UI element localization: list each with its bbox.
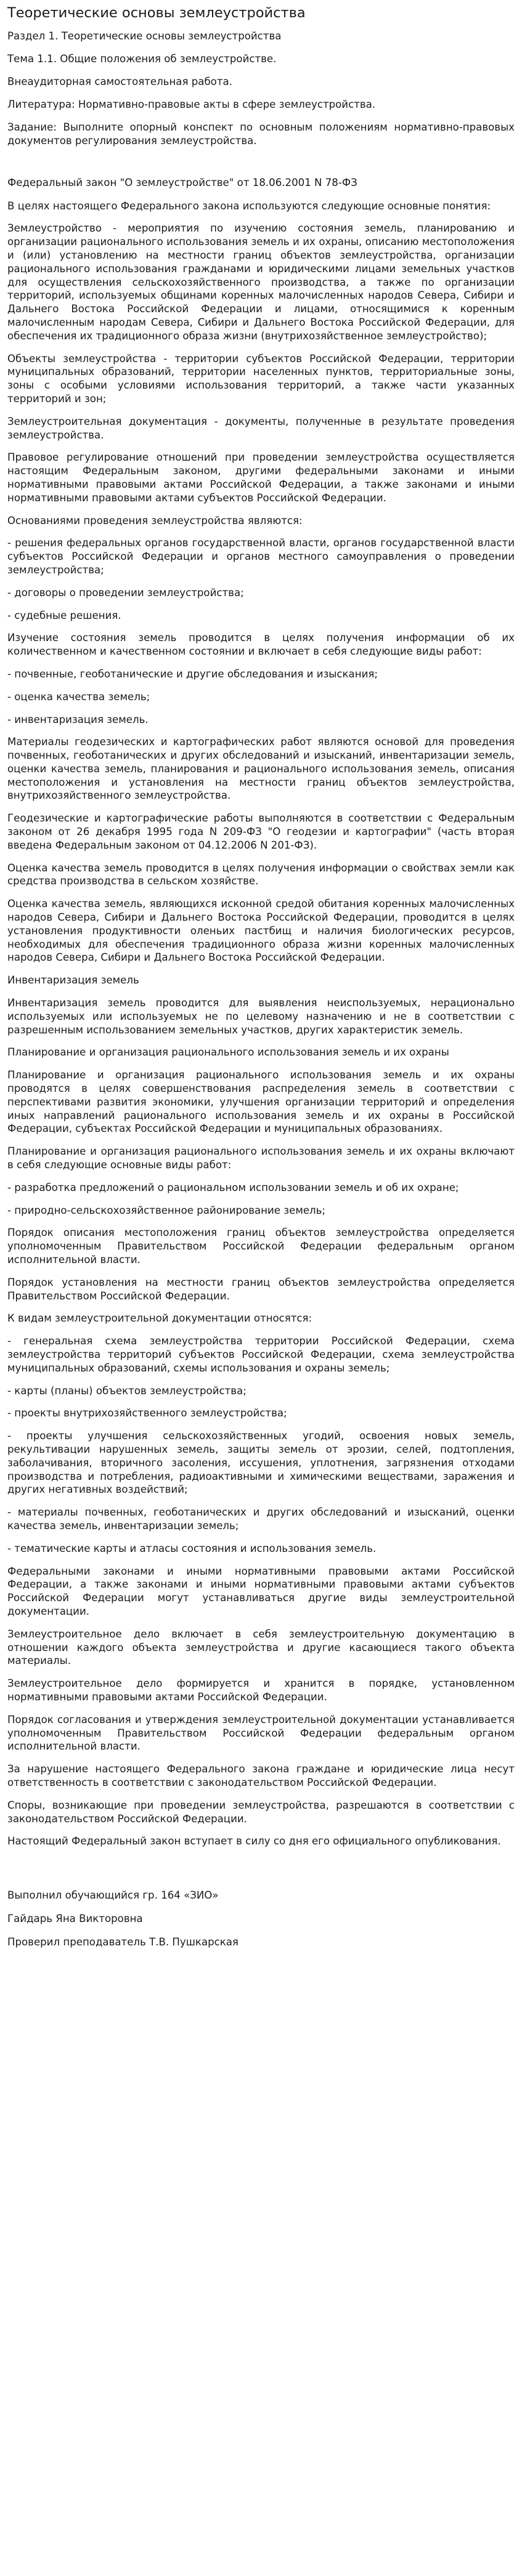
law-title: Федеральный закон "О землеустройстве" от 18.06.2001 N 78-ФЗ [7,176,357,188]
paragraph: Геодезические и картографические работы выполняются в соответствии с Федеральным законом от 26 декабря 1995 года N 209-ФЗ "О геодезии и картографии" (часть вторая введена Федеральным законом от 04.12.2006 N 201-ФЗ). [7,812,515,851]
teacher-line: Проверил преподаватель Т.В. Пушкарская [7,1936,239,1948]
page-title: Теоретические основы землеустройства [7,5,306,21]
paragraph: - решения федеральных органов государственной власти, органов государственной власти субъектов Российской Федерации и органов местного самоуправления о проведении землеустройства; [7,537,515,576]
paragraph: Землеустроительная документация - документы, полученные в результате проведения землеустройства. [7,415,515,441]
paragraph: Изучение состояния земель проводится в целях получения информации об их количественном и качественном состоянии и включает в себя следующие виды работ: [7,632,515,658]
paragraph: Планирование и организация рационального использования земель и их охраны проводятся в целях совершенствования распределения земель в соответствии с перспективами развития экономики, улучшения организации территорий и определения иных направлений рационального использования земель и их охраны в Российской Федерации, субъектах Российской Федерации и муниципальных образованиях. [7,1069,515,1135]
paragraph: Порядок согласования и утверждения землеустроительной документации устанавливается уполномоченным Правительством Российской Федерации федеральным органом исполнительной власти. [7,1713,515,1753]
paragraph: Порядок описания местоположения границ объектов землеустройства определяется уполномоченным Правительством Российской Федерации федеральным органом исполнительной власти. [7,1227,515,1266]
paragraph: - разработка предложений о рациональном использовании земель и об их охране; [7,1181,459,1193]
paragraph: - карты (планы) объектов землеустройства; [7,1384,247,1397]
paragraph: Споры, возникающие при проведении землеустройства, разрешаются в соответствии с законодательством Российской Федерации. [7,1799,515,1825]
paragraph: - проекты улучшения сельскохозяйственных угодий, освоения новых земель, рекультивации нарушенных земель, защиты земель от эрозии, селей, подтопления, заболачивания, вторичного засоления, иссушения, уплотнения, загрязнения отходами производства и потребления, радиоактивными и химическими веществами, заражения и других негативных воздействий; [7,1430,515,1496]
paragraph: Землеустройство - мероприятия по изучению состояния земель, планированию и организации рационального использования земель и их охраны, описанию местоположения и (или) установлению на местности границ объектов землеустройства, организации рационального использования гражданами и юридическими лицами земельных участков для осуществления сельскохозяйственного производства, а также по организации территорий, используемых общинами коренных малочисленных народов Севера, Сибири и Дальнего Востока Российской Федерации и лицами, относящимися к коренным малочисленным народам Севера, Сибири и Дальнего Востока Российской Федерации, для обеспечения их традиционного образа жизни (внутрихозяйственное землеустройство); [7,222,515,342]
paragraph: - оценка качества земель; [7,690,150,703]
paragraph: Порядок установления на местности границ объектов землеустройства определяется Правительством Российской Федерации. [7,1276,515,1302]
document-meta [7,30,515,148]
paragraph: - материалы почвенных, геоботанических и других обследований и изысканий, оценки качества земель, инвентаризации земель; [7,1506,515,1532]
paragraph: В целях настоящего Федерального закона используются следующие основные понятия: [7,200,491,212]
paragraph: Инвентаризация земель [7,974,139,987]
signature-block [7,1889,515,1949]
paragraph: За нарушение настоящего Федерального закона граждане и юридические лица несут ответственность в соответствии с законодательством Российской Федерации. [7,1763,515,1788]
paragraph: Настоящий Федеральный закон вступает в силу со дня его официального опубликования. [7,1835,501,1847]
paragraph: - судебные решения. [7,609,121,621]
section-line: Раздел 1. Теоретические основы землеустройства [7,30,282,42]
paragraph: - договоры о проведении землеустройства; [7,586,244,599]
paragraph: - природно-сельскохозяйственное районирование земель; [7,1204,326,1216]
paragraph: Землеустроительное дело включает в себя землеустроительную документацию в отношении каждого объекта землеустройства и другие касающиеся такого объекта материалы. [7,1628,515,1667]
paragraph: - генеральная схема землеустройства территории Российской Федерации, схема землеустройства территорий субъектов Российской Федерации, схема землеустройства муниципальных образований, схемы использования и охраны земель; [7,1335,515,1374]
paragraph: Правовое регулирование отношений при проведении землеустройства осуществляется настоящим Федеральным законом, другими федеральными законами и иными нормативными правовыми актами Российской Федерации, а также законами и иными нормативными правовыми актами субъектов Российской Федерации. [7,451,515,504]
paragraph: Инвентаризация земель проводится для выявления неиспользуемых, нерационально используемых или используемых не по целевому назначению и не в соответствии с разрешенным использованием земельных участков, других характеристик земель. [7,997,515,1036]
paragraph: К видам землеустроительной документации относятся: [7,1312,312,1325]
paragraph: Планирование и организация рационального использования земель и их охраны включают в себя следующие основные виды работ: [7,1145,515,1171]
paragraph: - почвенные, геоботанические и другие обследования и изыскания; [7,668,378,680]
paragraph: Землеустроительное дело формируется и хранится в порядке, установленном нормативными правовыми актами Российской Федерации. [7,1678,515,1703]
paragraph: Оценка качества земель проводится в целях получения информации о свойствах земли как средства производства в сельском хозяйстве. [7,862,515,887]
paragraph: Планирование и организация рационального использования земель и их охраны [7,1046,449,1059]
task-line: Задание: Выполните опорный конспект по основным положениям нормативно-правовых документов регулирования землеустройства. [7,121,515,147]
literature-line: Литература: Нормативно-правовые акты в сфере землеустройства. [7,99,376,110]
paragraph: - проекты внутрихозяйственного землеустройства; [7,1407,287,1419]
student-line: Выполнил обучающийся гр. 164 «ЗИО» [7,1889,219,1902]
paragraph: - инвентаризация земель. [7,713,149,725]
document-body [7,200,515,1849]
paragraph: Федеральными законами и иными нормативными правовыми актами Российской Федерации, а также законами и иными нормативными правовыми актами субъектов Российской Федерации могут устанавливаться другие виды землеустроительной документации. [7,1565,515,1617]
paragraph: Оценка качества земель, являющихся исконной средой обитания коренных малочисленных народов Севера, Сибири и Дальнего Востока Российской Федерации, проводится в целях установления продуктивности оленьих пастбищ и наличия биологических ресурсов, необходимых для обеспечения традиционного образа жизни коренных малочисленных народов Севера, Сибири и Дальнего Востока Российской Федерации. [7,898,515,964]
paragraph: - тематические карты и атласы состояния и использования земель. [7,1542,377,1554]
paragraph: Основаниями проведения землеустройства являются: [7,514,303,527]
topic-line: Тема 1.1. Общие положения об землеустройстве. [7,53,277,65]
paragraph: Объекты землеустройства - территории субъектов Российской Федерации, территории муниципальных образований, территории населенных пунктов, территориальные зоны, зоны с особыми условиями использования территорий, а также части указанных территорий и зон; [7,352,515,405]
work-type-line: Внеаудиторная самостоятельная работа. [7,76,232,87]
student-name: Гайдарь Яна Викторовна [7,1913,143,1925]
paragraph: Материалы геодезических и картографических работ являются основой для проведения почвенных, геоботанических и других обследований и изысканий, инвентаризации земель, оценки качества земель, планирования и рационального использования земель, описания местоположения и установления на местности границ объектов землеустройства, внутрихозяйственного землеустройства. [7,736,515,802]
